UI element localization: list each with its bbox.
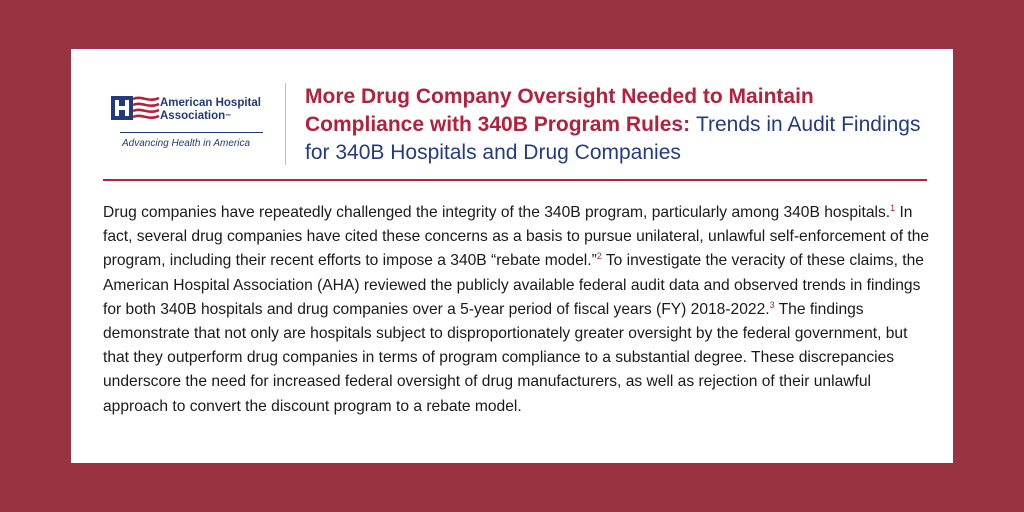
aha-logo xyxy=(111,93,263,159)
logo-wordmark xyxy=(160,97,261,123)
logo-name-association: Association xyxy=(160,110,226,122)
document-title xyxy=(305,83,935,167)
footnote-ref-3: 3 xyxy=(769,299,775,310)
body-text-segment: Drug companies have repeatedly challenged the integrity of the 340B program, particularly among 340B hospitals. xyxy=(103,204,891,221)
document-card xyxy=(71,49,953,463)
body-text-segment: The findings demonstrate that not only are hospitals subject to disproportionately greater oversight by the federal government, but that they outperform drug companies in terms of program compliance to a substantial degree. These discrepancies underscore the need for increased federal oversight of drug manufacturers, as well as rejection of their unlawful approach to convert the discount program to a rebate model. xyxy=(103,300,908,415)
body-paragraph xyxy=(103,201,933,419)
aha-h-flag-icon xyxy=(111,93,163,129)
body-text-segment: In fact, several drug companies have cited these concerns as a basis to pursue unilateral, unlawful self-enforcement of the program, including their recent efforts to impose a 340B “rebate model.” xyxy=(103,204,930,270)
title-red-part: More Drug Company Oversight Needed to Maintain Compliance with 340B Program Rules: xyxy=(305,85,814,136)
logo-divider xyxy=(120,132,263,133)
header-rule xyxy=(103,179,927,181)
footnote-ref-2: 2 xyxy=(596,251,602,262)
title-blue-part: Trends in Audit Findings for 340B Hospitals and Drug Companies xyxy=(305,113,921,164)
footnote-ref-1: 1 xyxy=(890,202,896,213)
logo-name-line1: American Hospital xyxy=(160,97,261,109)
logo-name-line2 xyxy=(160,110,261,123)
logo-tagline: Advancing Health in America xyxy=(122,138,251,149)
header-vertical-divider xyxy=(285,83,286,165)
body-text-segment: To investigate the veracity of these claims, the American Hospital Association (AHA) reviewed the publicly available federal audit data and observed trends in findings for both 340B hospitals and drug companies over a 5-year period of fiscal years (FY) 2018-2022. xyxy=(103,252,924,318)
logo-trademark: ™ xyxy=(225,114,232,120)
